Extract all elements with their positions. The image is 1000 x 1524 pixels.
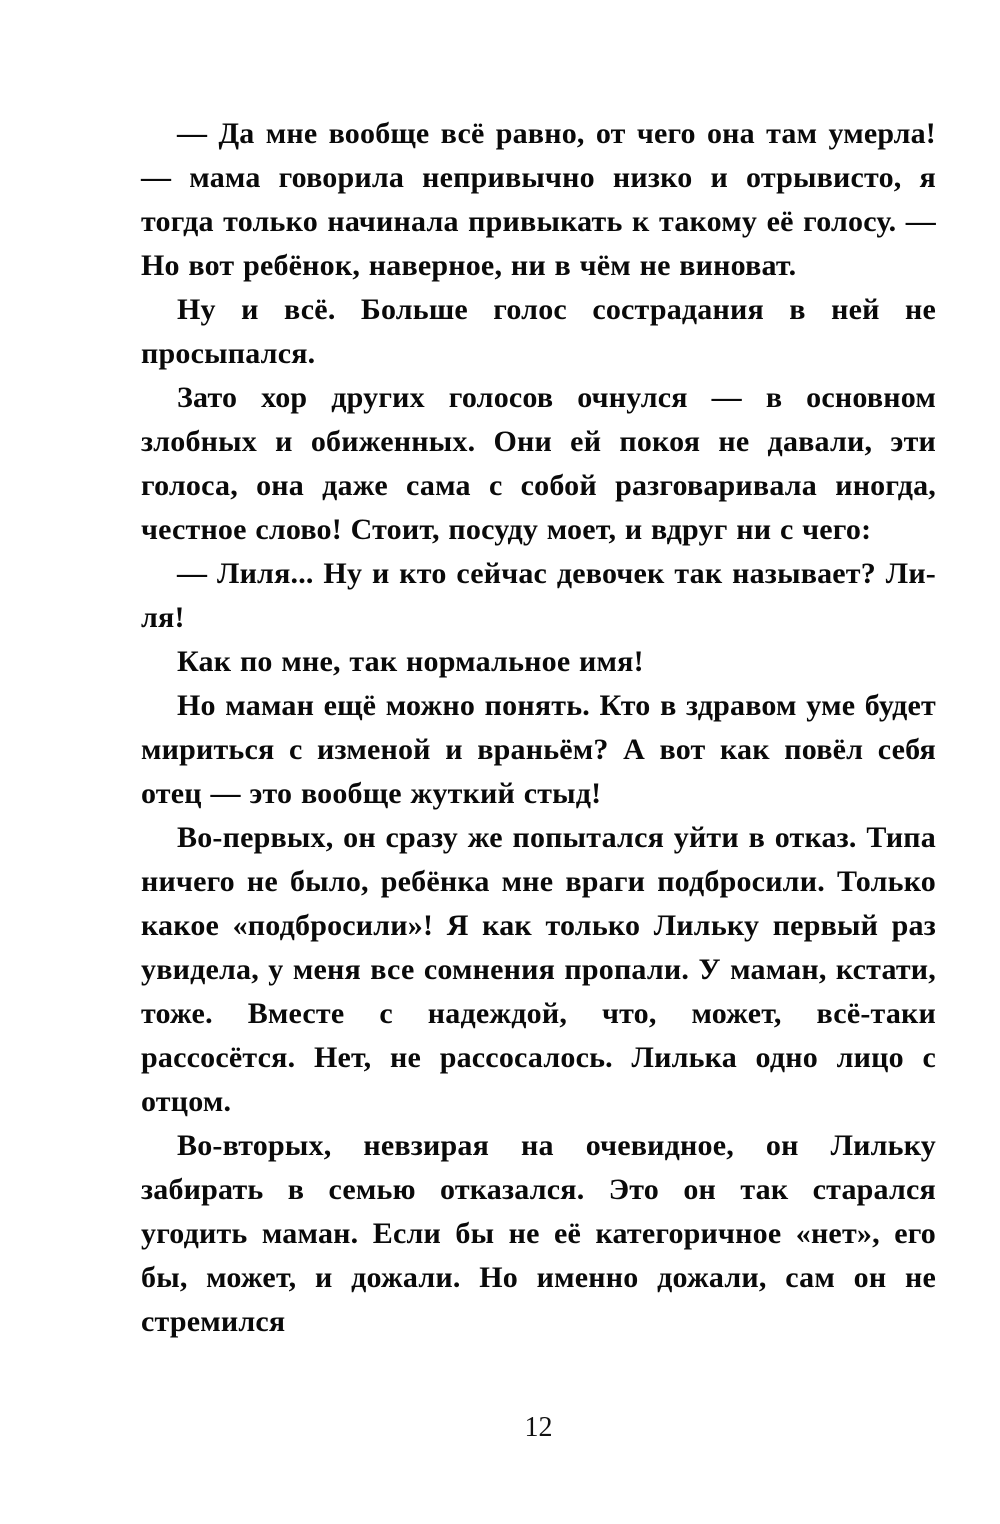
paragraph: Как по мне, так нормальное имя! (177, 645, 644, 678)
page-number: 12 (524, 1412, 553, 1443)
paragraph: — Лиля... Ну и кто сейчас девочек так называет? Ли-ля! (141, 557, 936, 634)
paragraph: Во-вторых, невзирая на очевидное, он Лильку забирать в семью отказался. Это он так старался угодить маман. Если бы не её категоричное «нет», его бы, может, и дожали. Но именно дожали, сам он не стремился (141, 1129, 936, 1338)
paragraph: Ну и всё. Больше голос сострадания в ней не просыпался. (141, 293, 936, 370)
paragraph: Зато хор других голосов очнулся — в основном злобных и обиженных. Они ей покоя не давали, эти голоса, она даже сама с собой разговаривала иногда, честное слово! Стоит, посуду моет, и вдруг ни с чего: (141, 381, 936, 546)
paragraph: Во-первых, он сразу же попытался уйти в отказ. Типа ничего не было, ребёнка мне враги подбросили. Только какое «подбросили»! Я как только Лильку первый раз увидела, у меня все сомнения пропали. У маман, кстати, тоже. Вместе с надеждой, что, может, всё-таки рассосётся. Нет, не рассосалось. Лилька одно лицо с отцом. (141, 821, 936, 1118)
body-text (141, 112, 936, 1344)
paragraph: Но маман ещё можно понять. Кто в здравом уме будет мириться с изменой и враньём? А вот как повёл себя отец — это вообще жуткий стыд! (141, 689, 936, 810)
paragraph: — Да мне вообще всё равно, от чего она там умерла! — мама говорила непривычно низко и отрывисто, я тогда только начинала привыкать к такому её голосу. — Но вот ребёнок, наверное, ни в чём не виноват. (141, 117, 936, 282)
